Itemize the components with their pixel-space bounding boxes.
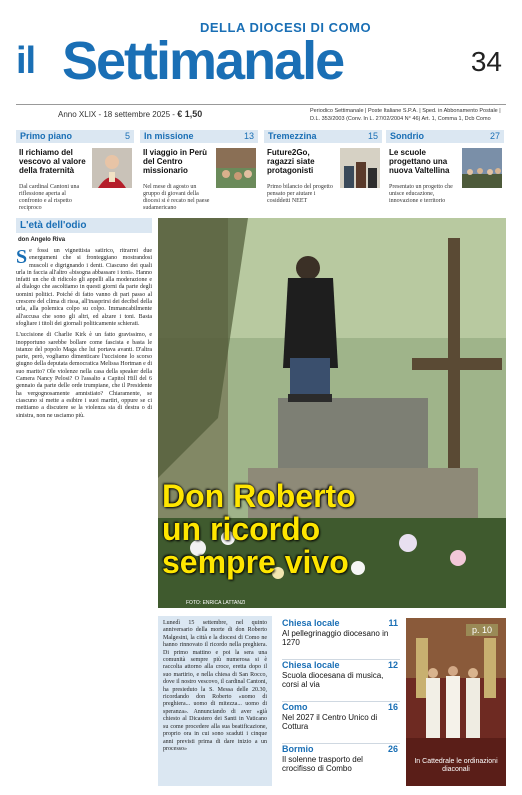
- index-section: Como: [282, 702, 308, 712]
- index-item[interactable]: [282, 618, 400, 660]
- index-page: 11: [388, 618, 398, 628]
- index-title: Scuola diocesana di musica, corsi al via: [282, 671, 384, 689]
- teaser-section: Primo piano: [20, 131, 73, 141]
- issue-date: Anno XLIX - 18 settembre 2025 -: [58, 110, 175, 119]
- editorial-title: L'età dell'odio: [16, 218, 152, 233]
- issue-info: [58, 109, 202, 119]
- index-title: Al pellegrinaggio diocesano in 1270: [282, 629, 389, 647]
- teaser-title: Le scuole progettano una nuova Valtellina: [389, 148, 450, 175]
- index-item[interactable]: [282, 744, 400, 786]
- teaser-header: [16, 130, 134, 143]
- headline-line: un ricordo: [162, 511, 321, 547]
- teaser-title: Future2Go, ragazzi siate protagonisti: [267, 148, 315, 175]
- drop-cap: S: [16, 246, 28, 268]
- masthead-title: Settimanale: [62, 31, 344, 91]
- teaser-section: Tremezzina: [268, 131, 317, 141]
- lead-article: Lunedì 15 settembre, nel quinto anniversario della morte di don Roberto Malgesini, la città e la diocesi di Como ne hanno rinnovato il ricordo nella preghiera. Di primo mattino e poi la sera una comunità sempre più numerosa si è raccolta attorno alla croce, eretta dopo il suo martirio, e nella chiesa di San Rocco, dove il nostro vescovo, il cardinal Cantoni, ha presieduto la S. Messa delle 20.30, ricordando don Roberto «uomo di preghiera... uomo di mitezza... uomo di speranza». Annunciando di aver «già chiesto al Dicastero dei Santi in Vaticano su come procedere alla sua beatificazione, proprio ora in cui sono scaduti i cinque anni previsti prima di dare inizio a un processo»: [158, 616, 272, 786]
- index-list: [282, 618, 400, 788]
- postal-legal: Periodico Settimanale | Poste Italiane S.P.A. | Sped. in Abbonamento Postale | D.L. 353/2003 (Conv. In L. 27/02/2004 N° 46) Art. 1, Comma 1, Dcb Como: [310, 108, 501, 122]
- teaser-header: [140, 130, 258, 143]
- index-section: Chiesa locale: [282, 660, 340, 670]
- teaser-title: Il richiamo del vescovo al valore della fraternità: [19, 148, 86, 175]
- teaser-section: In missione: [144, 131, 194, 141]
- cover-headline: [162, 480, 452, 579]
- teaser-text: Primo bilancio del progetto pensato per aiutare i cosiddetti NEET: [267, 184, 333, 204]
- teaser-in-missione[interactable]: [140, 130, 258, 211]
- editorial-author: don Angelo Riva: [18, 237, 66, 243]
- index-item[interactable]: [282, 660, 400, 702]
- teaser-text: Presentato un progetto che unisce educazione, innovazione e territorio: [389, 184, 453, 204]
- masthead-subtitle: DELLA DIOCESI DI COMO: [200, 20, 372, 35]
- masthead-il: il: [16, 40, 36, 82]
- issue-price: € 1,50: [177, 109, 203, 119]
- index-item[interactable]: [282, 702, 400, 744]
- index-page: 16: [387, 702, 398, 712]
- index-page: 12: [387, 660, 398, 670]
- teaser-primo-piano[interactable]: [16, 130, 134, 211]
- headline-line: Don Roberto: [162, 478, 356, 514]
- teaser-page: 5: [124, 131, 130, 141]
- ordination-photo[interactable]: [406, 618, 506, 786]
- index-section: Chiesa locale: [282, 618, 340, 628]
- headline-line: sempre vivo: [162, 544, 349, 580]
- teaser-tremezzina[interactable]: [264, 130, 382, 208]
- issue-number: 34: [470, 46, 502, 77]
- photo-credit: FOTO: ENRICA LATTANZI: [186, 600, 246, 606]
- bishop-photo: [92, 148, 132, 188]
- teaser-title: Il viaggio in Perù del Centro missionario: [143, 148, 208, 175]
- teaser-row: [16, 130, 506, 211]
- teaser-header: [264, 130, 382, 143]
- index-title: Il solenne trasporto del crocifisso di Combo: [282, 755, 363, 773]
- teaser-page: 27: [489, 131, 500, 141]
- youth-photo: [340, 148, 380, 188]
- photo-page-badge: p. 10: [466, 624, 498, 636]
- teaser-text: Dal cardinal Cantoni una riflessione aperta al confronto e al rispetto reciproco: [19, 184, 80, 211]
- teaser-section: Sondrio: [390, 131, 424, 141]
- masthead: [0, 0, 522, 100]
- info-bar: [16, 104, 506, 124]
- teaser-header: [386, 130, 504, 143]
- teaser-text: Nel mese di agosto un gruppo di giovani della diocesi si è recato nel paese sudamericano: [143, 184, 210, 211]
- editorial-paragraph: L'uccisione di Charlie Kirk è un fatto gravissimo, e inopportuno sarebbe bollare come fascista e basta le istanze del popolo Maga che lui portava avanti. D'altra parte, però, vogliamo dimenticare l'uccisione lo scorso giugno della deputata democratica Melissa Hortman e di suo marito? Ole violenze nella casa della speaker della Camera Nancy Pelosi? O l'assalto a Capitol Hill del 6 gennaio da parte delle orde trumpiane, che il Presidente ha vergognosamente amnistiato? Chiaramente, se ciascuno si mette a esibire i suoi martiri, oppure se ci mettiamo a discutere se la violenza sia di destra o di sinistra, non ne usciamo più.: [16, 332, 152, 419]
- schools-photo: [462, 148, 502, 188]
- editorial-paragraph: Se fossi un vignettista satirico, ritrarrei due energumeni che si fronteggiano mostrandosi muscoli e digrignando i denti. Ciascuno dei quali urla in faccia all'altro «bisogna abbassare i toni». Hanno infatti un che di ridicolo gli appelli alla moderazione e al dialogo che ascoltiamo in questi giorni da parte degli uomini politici. Poiché di fatto vanno di pari passo al crescere del clima di rissa, all'inasprirsi dei decibel della urla, alla polemica colpo su colpo. Immancabilmente all'accusa che sono gli altri, ed alzare i toni. Basta sfogliare i titoli dei giornali politicamente schierati.: [16, 246, 152, 327]
- editorial-column: [16, 218, 152, 778]
- index-section: Bormio: [282, 744, 314, 754]
- photo-caption: In Cattedrale le ordinazioni diaconali: [414, 758, 498, 773]
- editorial-body: [16, 248, 152, 420]
- index-page: 26: [387, 744, 398, 754]
- teaser-page: 13: [243, 131, 254, 141]
- teaser-sondrio[interactable]: [386, 130, 504, 208]
- index-title: Nel 2027 il Centro Unico di Cottura: [282, 713, 378, 731]
- teaser-page: 15: [367, 131, 378, 141]
- mission-photo: [216, 148, 256, 188]
